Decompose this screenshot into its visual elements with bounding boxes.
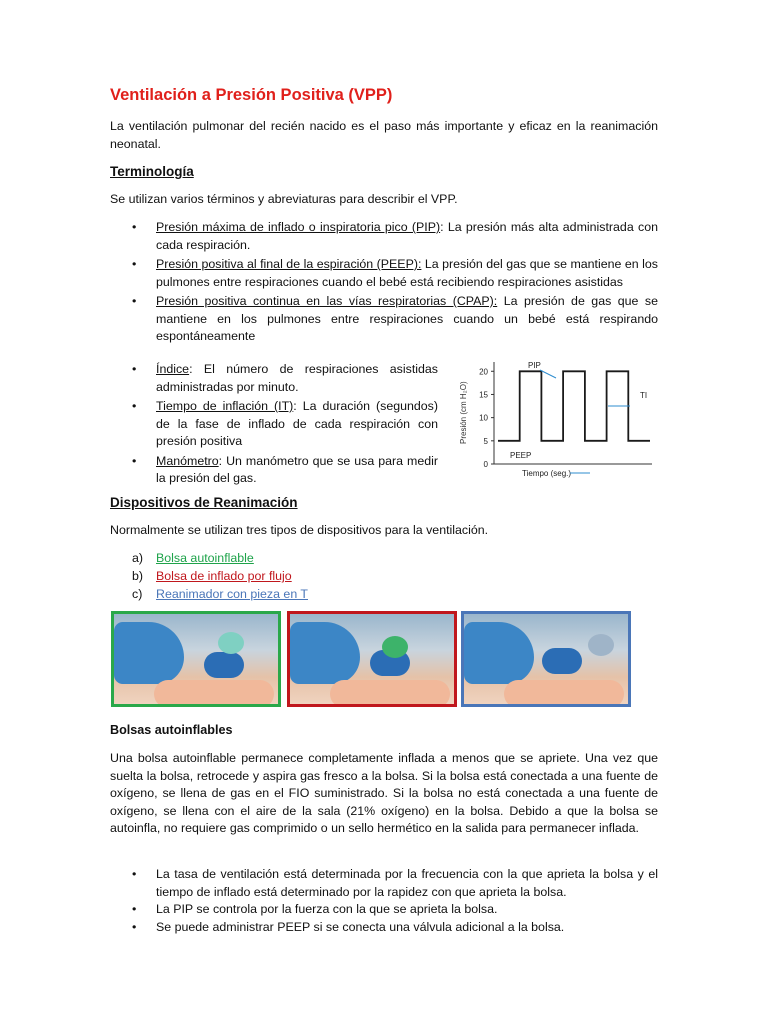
- y-tick-label: 15: [479, 390, 488, 400]
- y-tick-label: 10: [479, 413, 488, 423]
- chart-yticks: [479, 367, 494, 469]
- bolsas-list: [110, 866, 658, 936]
- list-item: • Presión positiva continua en las vías respiratorias (CPAP): La presión de gas que se mantiene en los pulmones entre respiraciones cuando un bebé está respirando espontáneamente: [132, 294, 658, 343]
- chart-ylabel: Presión (cm H₂O): [459, 381, 468, 444]
- list-item: • Manómetro: Un manómetro que se usa para medir la presión del gas.: [132, 453, 438, 485]
- list-item: • Tiempo de inflación (IT): La duración (segundos) de la fase de inflado de cada respiración con presión positiva: [132, 399, 438, 448]
- y-tick-label: 20: [479, 367, 488, 377]
- device-item-c: c) Reanimador con pieza en T: [132, 587, 308, 601]
- list-item: • Presión máxima de inflado o inspiratoria pico (PIP): La presión más alta administrada con cada respiración.: [132, 220, 658, 252]
- intro-paragraph: La ventilación pulmonar del recién nacido es el paso más importante y eficaz en la reanimación neonatal.: [110, 119, 658, 151]
- device-link-bolsa-autoinflable[interactable]: Bolsa autoinflable: [156, 551, 254, 565]
- terminologia-lead: Se utilizan varios términos y abreviaturas para describir el VPP.: [110, 192, 458, 206]
- list-item: • La PIP se controla por la fuerza con la que se aprieta la bolsa.: [132, 902, 498, 916]
- list-item: • La tasa de ventilación está determinada por la frecuencia con la que aprieta la bolsa y el tiempo de inflado está determinado por la rapidez con que aprieta la bolsa.: [132, 867, 658, 899]
- photo-pieza-t: [461, 611, 631, 707]
- pip-arrow: [540, 370, 556, 378]
- annotation-peep: PEEP: [510, 451, 532, 460]
- list-item: • Se puede administrar PEEP si se conecta una válvula adicional a la bolsa.: [132, 919, 565, 934]
- list-item: • Presión positiva al final de la espiración (PEEP): La presión del gas que se mantiene en los pulmones entre respiraciones cuando el bebé está recibiendo respiraciones asistidas: [132, 257, 658, 289]
- y-tick-label: 0: [483, 460, 488, 469]
- list-item: • Índice: El número de respiraciones asistidas administradas por minuto.: [132, 362, 438, 394]
- device-link-bolsa-flujo[interactable]: Bolsa de inflado por flujo: [156, 569, 292, 583]
- photo-bolsa-autoinflable: [111, 611, 281, 707]
- bolsas-heading: Bolsas autoinflables: [110, 723, 233, 737]
- device-item-b: b) Bolsa de inflado por flujo: [132, 569, 292, 583]
- terminology-list-wide: [110, 219, 658, 346]
- annotation-ti: TI: [640, 391, 648, 400]
- device-list: [132, 549, 308, 603]
- terminologia-heading: Terminología: [110, 164, 194, 179]
- page-title: Ventilación a Presión Positiva (VPP): [110, 86, 393, 104]
- device-link-pieza-t[interactable]: Reanimador con pieza en T: [156, 587, 308, 601]
- terminology-list-narrow: [110, 361, 438, 488]
- chart-xlabel: Tiempo (seg.): [522, 469, 572, 478]
- device-item-a: a) Bolsa autoinflable: [132, 551, 254, 565]
- annotation-pip: PIP: [528, 361, 541, 370]
- y-tick-label: 5: [483, 436, 488, 446]
- dispositivos-lead: Normalmente se utilizan tres tipos de dispositivos para la ventilación.: [110, 523, 489, 537]
- pressure-chart: [452, 354, 658, 482]
- bolsas-paragraph: Una bolsa autoinflable permanece completamente inflada a menos que se apriete. Una vez que suelta la bolsa, retrocede y aspira gas fresco a la bolsa. Si la bolsa está conectada a una fuente de oxígeno, se llena de gas en el FIO suministrado. Si la bolsa no está conectada a una fuente de oxígeno, se llena con el aire de la sala (21% oxígeno) en la bolsa. Debido a que la bolsa se autoinfla, no requiere gas comprimido o un sello hermético en la salida para permanecer inflada.: [110, 751, 658, 835]
- dispositivos-heading: Dispositivos de Reanimación: [110, 495, 298, 510]
- photo-bolsa-flujo: [287, 611, 457, 707]
